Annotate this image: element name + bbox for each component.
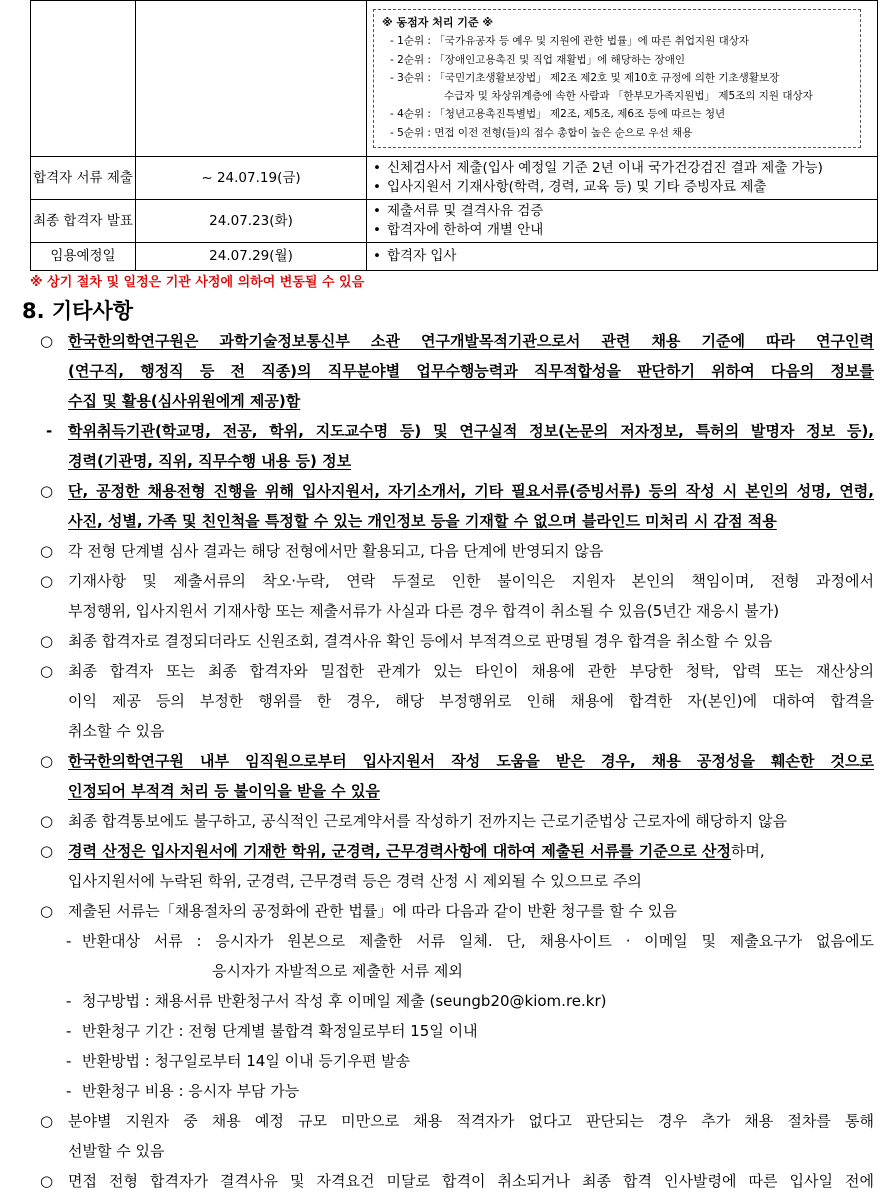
circle-marker: ○ [40, 902, 54, 920]
date-cell: ~ 24.07.19(금) [136, 157, 367, 200]
table-row [31, 157, 878, 200]
item-line: 한국한의학연구원은 과학기술정보통신부 소관 연구개발목적기관으로서 관련 채용 기준에 따라 연구인력 [68, 332, 874, 350]
item-line: 분야별 지원자 중 채용 예정 규모 미만으로 채용 적격자가 없다고 판단되는 경우 추가 채용 절차를 통해 [68, 1112, 874, 1130]
item-line: 각 전형 단계별 심사 결과는 해당 전형에서만 활용되고, 다음 단계에 반영되지 않음 [68, 542, 604, 560]
circle-marker: ○ [40, 332, 54, 350]
circle-marker: ○ [40, 572, 54, 590]
details-cell [367, 243, 878, 271]
sub-item [0, 926, 893, 986]
circle-marker: ○ [40, 662, 54, 680]
tie-break-line: - 4순위 : 「청년고용촉진특별법」 제2조, 제5조, 제6조 등에 따르는 청년 [390, 108, 726, 121]
date-cell: 24.07.29(월) [136, 243, 367, 271]
item-line: 반환청구 기간 : 전형 단계별 불합격 확정일로부터 15일 이내 [82, 1022, 478, 1040]
schedule-note: ※ 상기 절차 및 일정은 기관 사정에 의하여 변동될 수 있음 [30, 275, 365, 290]
list-item [0, 1166, 893, 1196]
list-item [0, 836, 893, 896]
table-cell-empty [31, 1, 136, 157]
detail-item: • 제출서류 및 결격사유 검증 [373, 202, 871, 221]
list-item [0, 1106, 893, 1166]
item-line: 단, 공정한 채용전형 진행을 위해 입사지원서, 자기소개서, 기타 필요서류(증빙서류) 등의 작성 시 본인의 성명, 연령, [68, 482, 874, 500]
item-line: 한국한의학연구원 내부 임직원으로부터 입사지원서 작성 도움을 받은 경우, 채용 공정성을 훼손한 것으로 [68, 752, 874, 770]
detail-item: • 입사지원서 기재사항(학력, 경력, 교육 등) 및 기타 증빙자료 제출 [373, 178, 871, 197]
stage-cell: 최종 합격자 발표 [31, 200, 136, 243]
section-title: 8. 기타사항 [22, 299, 134, 323]
item-line: 반환대상 서류 : 응시자가 원본으로 제출한 서류 일체. 단, 채용사이트 · 이메일 및 제출요구가 없음에도 [82, 932, 874, 950]
circle-marker: ○ [40, 632, 54, 650]
tie-break-line: - 2순위 : 「장애인고용촉진 및 직업 재활법」에 해당하는 장애인 [390, 53, 685, 66]
item-line [68, 836, 874, 866]
item-text: 하며, [730, 842, 765, 860]
item-line: 최종 합격자 또는 최종 합격자와 밀접한 관계가 있는 타인이 채용에 관한 부당한 청탁, 압력 또는 재산상의 [68, 662, 874, 680]
details-cell [367, 200, 878, 243]
item-line: 응시자가 자발적으로 제출한 서류 제외 [212, 962, 463, 980]
stage-cell: 합격자 서류 제출 [31, 157, 136, 200]
item-line: 반환방법 : 청구일로부터 14일 이내 등기우편 발송 [82, 1052, 411, 1070]
dash-marker: - [66, 1052, 72, 1070]
sub-item [0, 986, 893, 1016]
circle-marker: ○ [40, 482, 54, 500]
circle-marker: ○ [40, 812, 54, 830]
notice-list [0, 326, 893, 1196]
emphasis-text: 경력 산정은 입사지원서에 기재한 학위, 군경력, 근무경력사항에 대하여 제출된 서류를 기준으로 산정 [68, 842, 731, 860]
sub-item [0, 1076, 893, 1106]
item-line: 사진, 성별, 가족 및 친인척을 특정할 수 있는 개인정보 등을 기재할 수 없으며 블라인드 미처리 시 감점 적용 [68, 512, 777, 530]
circle-marker: ○ [40, 752, 54, 770]
item-line: 면접 전형 합격자가 결격사유 및 자격요건 미달로 합격이 취소되거나 최종 합격 인사발령에 따른 입사일 전에 [68, 1172, 874, 1190]
item-line: 수집 및 활용(심사위원에게 제공)함 [68, 392, 301, 410]
schedule-table [30, 0, 878, 271]
circle-marker: ○ [40, 1112, 54, 1130]
list-item [0, 806, 893, 836]
item-line: 이익 제공 등의 부정한 행위를 한 경우, 해당 부정행위로 인해 채용에 합격한 자(본인)에 대하여 합격을 [68, 692, 874, 710]
circle-marker: ○ [40, 842, 54, 860]
dash-marker: - [66, 932, 72, 950]
table-row [31, 200, 878, 243]
dash-marker: - [66, 1022, 72, 1040]
sub-item [0, 1016, 893, 1046]
list-item [0, 656, 893, 746]
tie-break-title: ※ 동점자 처리 기준 ※ [382, 15, 494, 29]
detail-item: • 신체검사서 제출(입사 예정일 기준 2년 이내 국가건강검진 결과 제출 가능) [373, 159, 871, 178]
item-line: 선발할 수 있음 [68, 1142, 165, 1160]
item-line: 최종 합격자로 결정되더라도 신원조회, 결격사유 확인 등에서 부적격으로 판명될 경우 합격을 취소할 수 있음 [68, 632, 773, 650]
list-item [0, 746, 893, 806]
stage-cell: 임용예정일 [31, 243, 136, 271]
item-line: 취소할 수 있음 [68, 722, 165, 740]
item-line: 제출된 서류는「채용절차의 공정화에 관한 법률」에 따라 다음과 같이 반환 청구를 할 수 있음 [68, 902, 677, 920]
detail-item: • 합격자 입사 [373, 247, 871, 266]
tie-break-line: - 1순위 : 「국가유공자 등 예우 및 지원에 관한 법률」에 따른 취업지원 대상자 [390, 35, 750, 48]
circle-marker: ○ [40, 542, 54, 560]
list-item [0, 896, 893, 926]
dash-marker: - [66, 992, 72, 1010]
dash-marker: - [66, 1082, 72, 1100]
item-line: 반환청구 비용 : 응시자 부담 가능 [82, 1082, 300, 1100]
sub-item [0, 1046, 893, 1076]
list-item [0, 566, 893, 626]
dash-marker: - [46, 422, 53, 440]
list-item [0, 626, 893, 656]
list-item [0, 476, 893, 536]
item-line: (연구직, 행정직 등 전 직종)의 직무분야별 업무수행능력과 직무적합성을 판단하기 위하여 다음의 정보를 [68, 362, 874, 380]
detail-item: • 합격자에 한하여 개별 안내 [373, 221, 871, 240]
table-row-priority [31, 1, 878, 157]
item-line: 최종 합격통보에도 불구하고, 공식적인 근로계약서를 작성하기 전까지는 근로기준법상 근로자에 해당하지 않음 [68, 812, 787, 830]
item-line: 인정되어 부적격 처리 등 불이익을 받을 수 있음 [68, 782, 380, 800]
item-line: 기재사항 및 제출서류의 착오·누락, 연락 두절로 인한 불이익은 지원자 본인의 책임이며, 전형 과정에서 [68, 572, 874, 590]
list-item [0, 326, 893, 416]
tie-break-line: - 3순위 : 「국민기초생활보장법」 제2조 제2호 및 제10호 규정에 의한 기초생활보장 [390, 71, 780, 84]
list-item [0, 416, 893, 476]
tie-break-line: - 5순위 : 면접 이전 전형(들)의 점수 총합이 높은 순으로 우선 채용 [390, 126, 693, 139]
tie-break-line: 수급자 및 차상위계층에 속한 사람과 「한부모가족지원법」 제5조의 지원 대상자 [444, 90, 813, 103]
details-cell [367, 157, 878, 200]
list-item [0, 536, 893, 566]
item-line: 부정행위, 입사지원서 기재사항 또는 제출서류가 사실과 다른 경우 합격이 취소될 수 있음(5년간 재응시 불가) [68, 602, 780, 620]
item-line: 입사지원서에 누락된 학위, 군경력, 근무경력 등은 경력 산정 시 제외될 수 있으므로 주의 [68, 872, 642, 890]
item-line: 청구방법 : 채용서류 반환청구서 작성 후 이메일 제출 (seungb20@kiom.re.kr) [82, 992, 607, 1010]
table-cell-priority [367, 1, 878, 157]
tie-break-box [373, 9, 861, 148]
circle-marker: ○ [40, 1172, 54, 1190]
item-line: 경력(기관명, 직위, 직무수행 내용 등) 정보 [68, 452, 352, 470]
date-cell: 24.07.23(화) [136, 200, 367, 243]
item-line: 학위취득기관(학교명, 전공, 학위, 지도교수명 등) 및 연구실적 정보(논문의 저자정보, 특허의 발명자 정보 등), [68, 422, 874, 440]
table-row [31, 243, 878, 271]
table-cell-empty [136, 1, 367, 157]
